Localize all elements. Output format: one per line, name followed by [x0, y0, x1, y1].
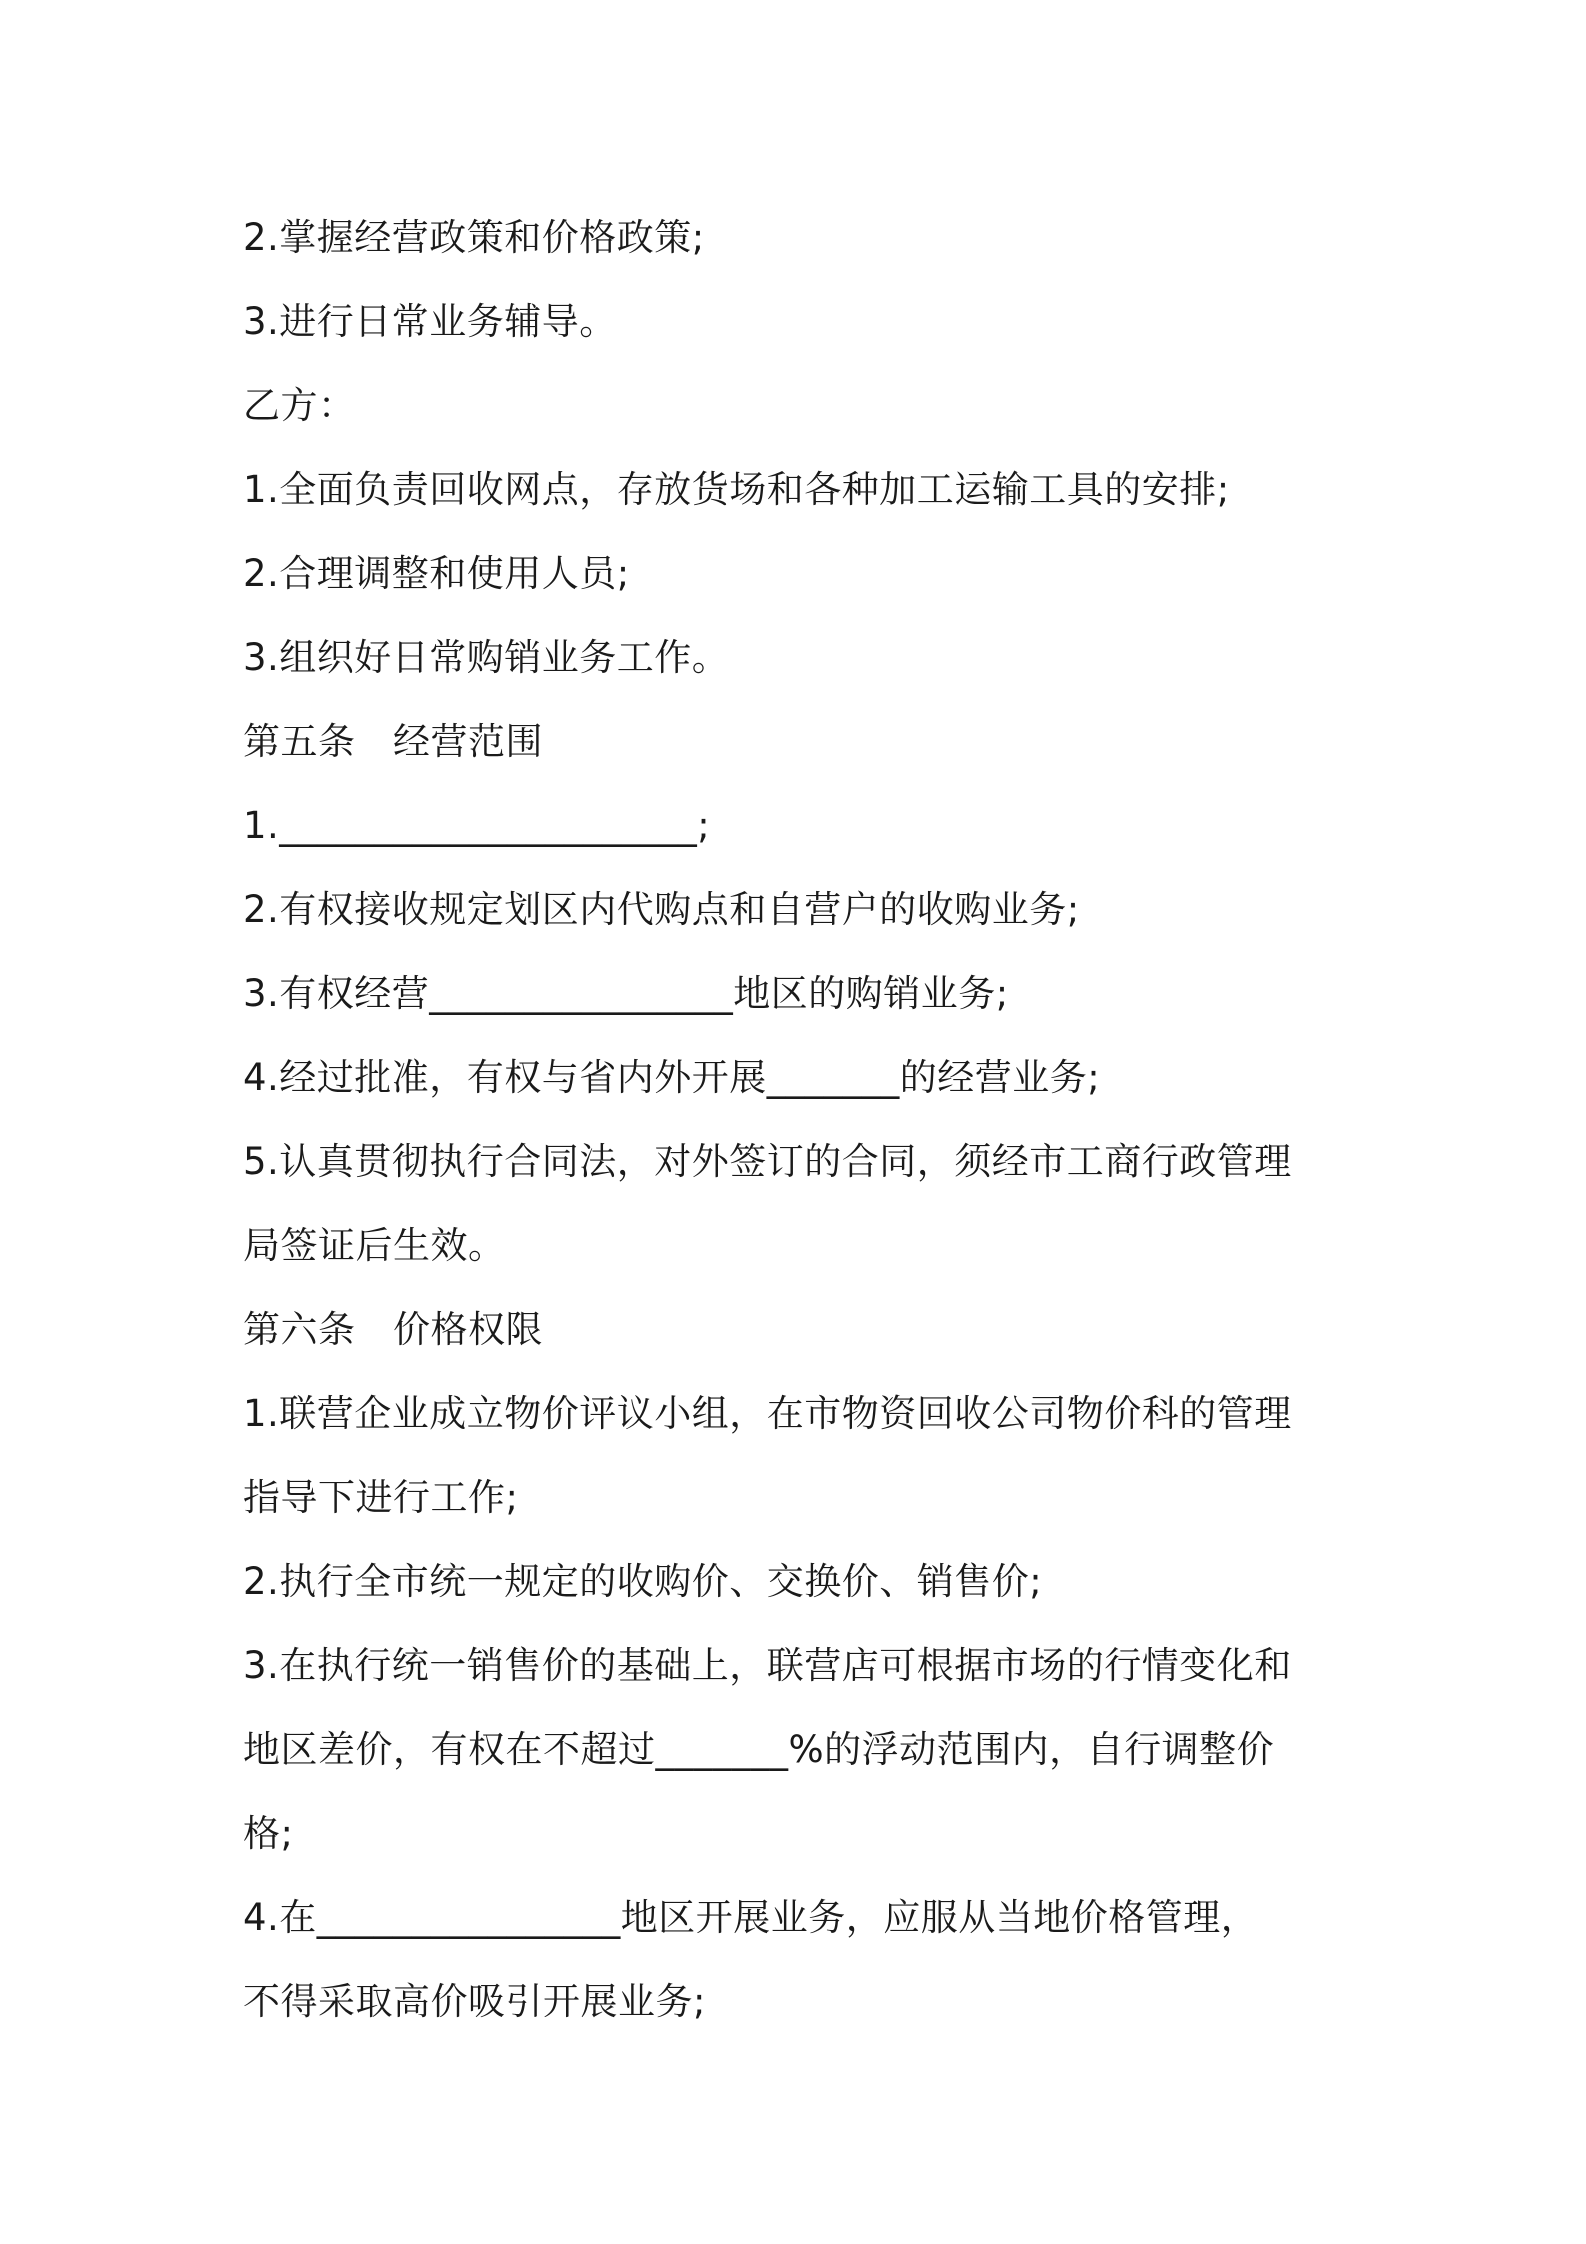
text-line: 3.在执行统一销售价的基础上，联营店可根据市场的行情变化和 [243, 1644, 1292, 1687]
text-line: 1.______________________; [243, 804, 711, 847]
text-line: 不得采取高价吸引开展业务; [243, 1980, 706, 2023]
article-heading: 第五条 经营范围 [243, 720, 543, 763]
text-line: 1.联营企业成立物价评议小组，在市物资回收公司物价科的管理 [243, 1392, 1292, 1435]
text-line: 1.全面负责回收网点，存放货场和各种加工运输工具的安排; [243, 468, 1230, 511]
text-line: 2.有权接收规定划区内代购点和自营户的收购业务; [243, 888, 1080, 931]
text-line: 4.经过批准，有权与省内外开展_______的经营业务; [243, 1056, 1101, 1099]
text-line: 3.组织好日常购销业务工作。 [243, 636, 730, 679]
text-line: 指导下进行工作; [243, 1476, 519, 1519]
text-line: 格; [243, 1812, 294, 1855]
text-line: 局签证后生效。 [243, 1224, 506, 1267]
party-heading: 乙方： [243, 384, 356, 427]
text-line: 4.在________________地区开展业务，应服从当地价格管理， [243, 1896, 1259, 1939]
text-line: 2.掌握经营政策和价格政策; [243, 216, 705, 259]
document-body [243, 196, 1363, 2044]
article-heading: 第六条 价格权限 [243, 1308, 543, 1351]
text-line: 3.有权经营________________地区的购销业务; [243, 972, 1009, 1015]
text-line: 地区差价，有权在不超过_______%的浮动范围内，自行调整价 [243, 1728, 1275, 1771]
text-line: 2.执行全市统一规定的收购价、交换价、销售价; [243, 1560, 1043, 1603]
text-line: 5.认真贯彻执行合同法，对外签订的合同，须经市工商行政管理 [243, 1140, 1292, 1183]
text-line: 2.合理调整和使用人员; [243, 552, 630, 595]
text-line: 3.进行日常业务辅导。 [243, 300, 617, 343]
